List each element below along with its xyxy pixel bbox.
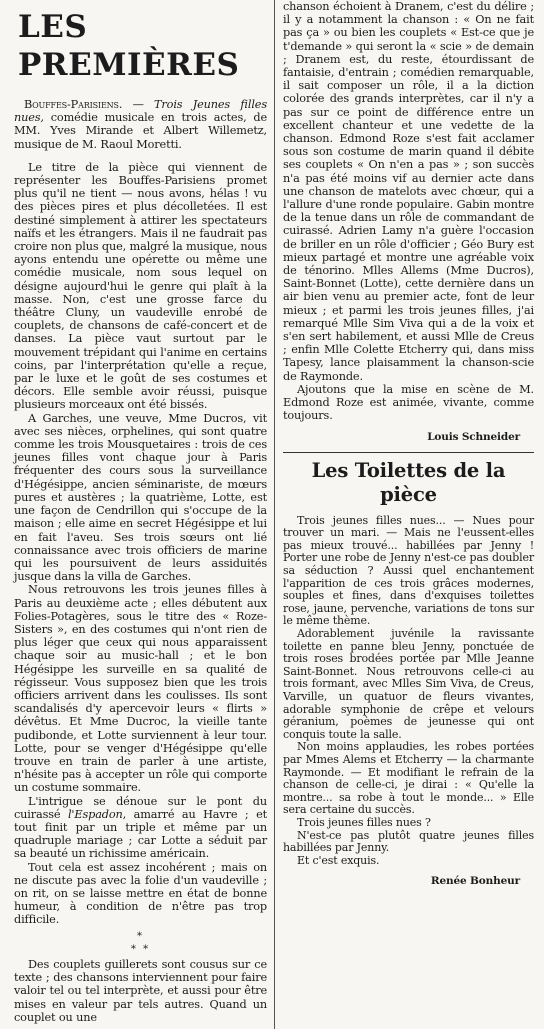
article-title: LES PREMIÈRES [18, 9, 240, 83]
toilettes-article [283, 515, 534, 888]
author-signature: Louis Schneider [427, 430, 520, 443]
article-intro [14, 98, 267, 151]
paragraph: Le titre de la pièce qui viennent de représenter les Bouffes-Parisiens promet plus qu'il ne tient — nous avons, hélas ! vu des pièces pires et plus décolletées. Il est destiné simplement à attirer les spectateurs naïfs et les étrangers. Mais il ne faudrait pas croire non plus que, malgré la musique, nous ayons entendu une opérette ou même une comédie musicale, nom sous lequel on désigne aujourd'hui le genre qui plaît à la masse. Non, c'est une grosse farce du théâtre Cluny, un vaudeville enrobé de couplets, de chansons de café-concert et de danses. La pièce vaut surtout par le mouvement trépidant qui l'anime en certains coins, par l'interprétation qu'elle a reçue, par le luxe et le goût de ses costumes et décors. Elle semble avoir réussi, puisque plusieurs morceaux ont été bissés. [14, 160, 267, 412]
paragraph: A Garches, une veuve, Mme Ducros, vit avec ses nièces, orphelines, qui sont quatre comme les trois Mousquetaires : trois de ces jeunes filles vont chaque jour à Paris fréquenter des cours sous la surveillance d'Hégésippe, ancien séminariste, de mœurs pures et austères ; la quatrième, Lotte, est une façon de Cendrillon qui s'occupe de la maison ; elle aime en secret Hégésippe et lui en fait l'aveu. Ses trois sœurs ont lié connaissance avec trois officiers de marine qui les poursuivent de leurs assiduités jusque dans la villa de Garches. [14, 411, 267, 584]
author-signature: Renée Bonheur [430, 875, 520, 888]
paragraph: N'est-ce pas plutôt quatre jeunes filles habillées par Jenny. [283, 828, 534, 855]
paragraph: Trois jeunes filles nues ? [297, 815, 431, 829]
column-divider [274, 0, 275, 1029]
paragraph-text: L'intrigue se dénoue sur le pont du cuirassé [14, 794, 267, 821]
ship-name: l'Espadon [67, 807, 123, 821]
play-title: — Trois Jeunes filles nues, [14, 98, 267, 125]
right-column [277, 0, 544, 1029]
paragraph: Tout cela est assez incohérent ; mais on ne discute pas avec la folie d'un vaudeville ; on rit, on se laisse mettre en état de bonne humeur, à condition de n'être pas trop difficile. [14, 860, 267, 927]
paragraph: Nous retrouvons les trois jeunes filles à Paris au deuxième acte ; elles débutent aux Folies-Potagères, sous le titre des « Roze-Sisters », en des costumes qui n'ont rien de plus léger que ceux qui nous apparaissent chaque soir au music-hall ; et le bon Hégésippe les surveille en sa qualité de régisseur. Vous supposez bien que les trois officiers arrivent dans les coulisses. Ils sont scandalisés d'y apercevoir leurs « flirts » dévêtus. Et Mme Ducroc, la vieille tante pudibonde, et Lotte surviennent à leur tour. Lotte, pour se venger d'Hégésippe qu'elle trouve en train de parler à une artiste, n'hésite pas à accepter un rôle qui comporte un costume sommaire. [14, 583, 267, 795]
paragraph-text: , amarré au Havre ; et tout finit par un triple et même par un quadruple mariage ; car Lotte a séduit par sa beauté un richissime américain. [14, 807, 268, 861]
paragraph: Des couplets guillerets sont cousus sur ce texte ; des chansons interviennent pour faire valoir tel ou tel interprète, et aussi pour être mises en valeur par tels autres. Quand un couplet ou une [14, 958, 267, 1024]
theatre-name: Bouffes-Parisiens. [24, 98, 123, 111]
section-title: Les Toilettes de la pièce [311, 458, 506, 506]
section-rule [283, 452, 534, 453]
paragraph: Adorablement juvénile la ravissante toilette en panne bleu Jenny, ponctuée de trois roses brodées portée par Mlle Jeanne Saint-Bonnet. Nous retrouvons celle-ci au trois formant, avec Mlles Sim Viva, de Creus, Varville, un quatuor de fleurs vivantes, adorable symphonie de crêpe et velours géranium, poèmes de jeunesse qui ont conquis toute la salle. [283, 627, 534, 741]
paragraph [14, 795, 267, 861]
paragraph: Trois jeunes filles nues... — Nues pour trouver un mari. — Mais ne l'eussent-elles pas mieux trouvé... habillées par Jenny ! Porter une robe de Jenny n'est-ce pas doubler sa séduction ? Aussi quel enchantement l'apparition de ces trois grâces modernes, souples et fines, dans d'exquises toilettes rose, jaune, pervenche, variations de tons sur le même thème. [283, 513, 534, 628]
paragraph: Ajoutons que la mise en scène de M. Edmond Roze est animée, vivante, comme toujours. [283, 382, 534, 423]
paragraph-continued: chanson échoient à Dranem, c'est du délire ; il y a notamment la chanson : « On ne fait pas ça » ou bien les couplets « Est-ce que je t'demande » qui seront la « scie » de demain ; Dranem est, du reste, étourdissant de fantaisie, d'entrain ; comédien remarquable, il sait composer un rôle, il a la diction colorée des grands interprètes, car il n'y a pas sur ce point de différence entre un excellent chanteur et une vedette de la chanson. Edmond Roze s'est fait acclamer sous son costume de marin quand il débite ses couplets « On n'en a pas » ; son succès n'a pas été moins vif au dernier acte dans une chanson de matelots avec chœur, qui a l'allure d'une ronde populaire. Gabin montre de la tenue dans un rôle de commandant de cuirassé. Adrien Lamy n'a guère l'occasion de briller en un rôle d'officier ; Géo Bury est mieux partagé et montre une agréable voix de ténorino. Mlles Allems (Mme Ducros), Saint-Bonnet (Lotte), cette dernière dans un air bien venu au premier acte, font de leur mieux ; et parmi les trois jeunes filles, j'ai remarqué Mlle Sim Viva qui a de la voix et s'en sert habilement, et aussi Mlle de Creus ; enfin Mlle Colette Etcherry qui, dans miss Tapesy, lance plaisamment la chanson-scie de Raymonde. [283, 0, 534, 383]
paragraph: Et c'est exquis. [297, 853, 380, 867]
intro-credits: comédie musicale en trois actes, de MM. Yves Mirande et Albert Willemetz, musique de M. Raoul Moretti. [14, 111, 267, 151]
section-separator: * * * [130, 930, 151, 955]
paragraph: Non moins applaudies, les robes portées par Mmes Alems et Etcherry — la charmante Raymonde. — Et modifiant le refrain de la chanson de celle-ci, je dirai : « Qu'elle la montre... sa robe à tout le monde... » Elle sera certaine du succès. [283, 740, 534, 817]
